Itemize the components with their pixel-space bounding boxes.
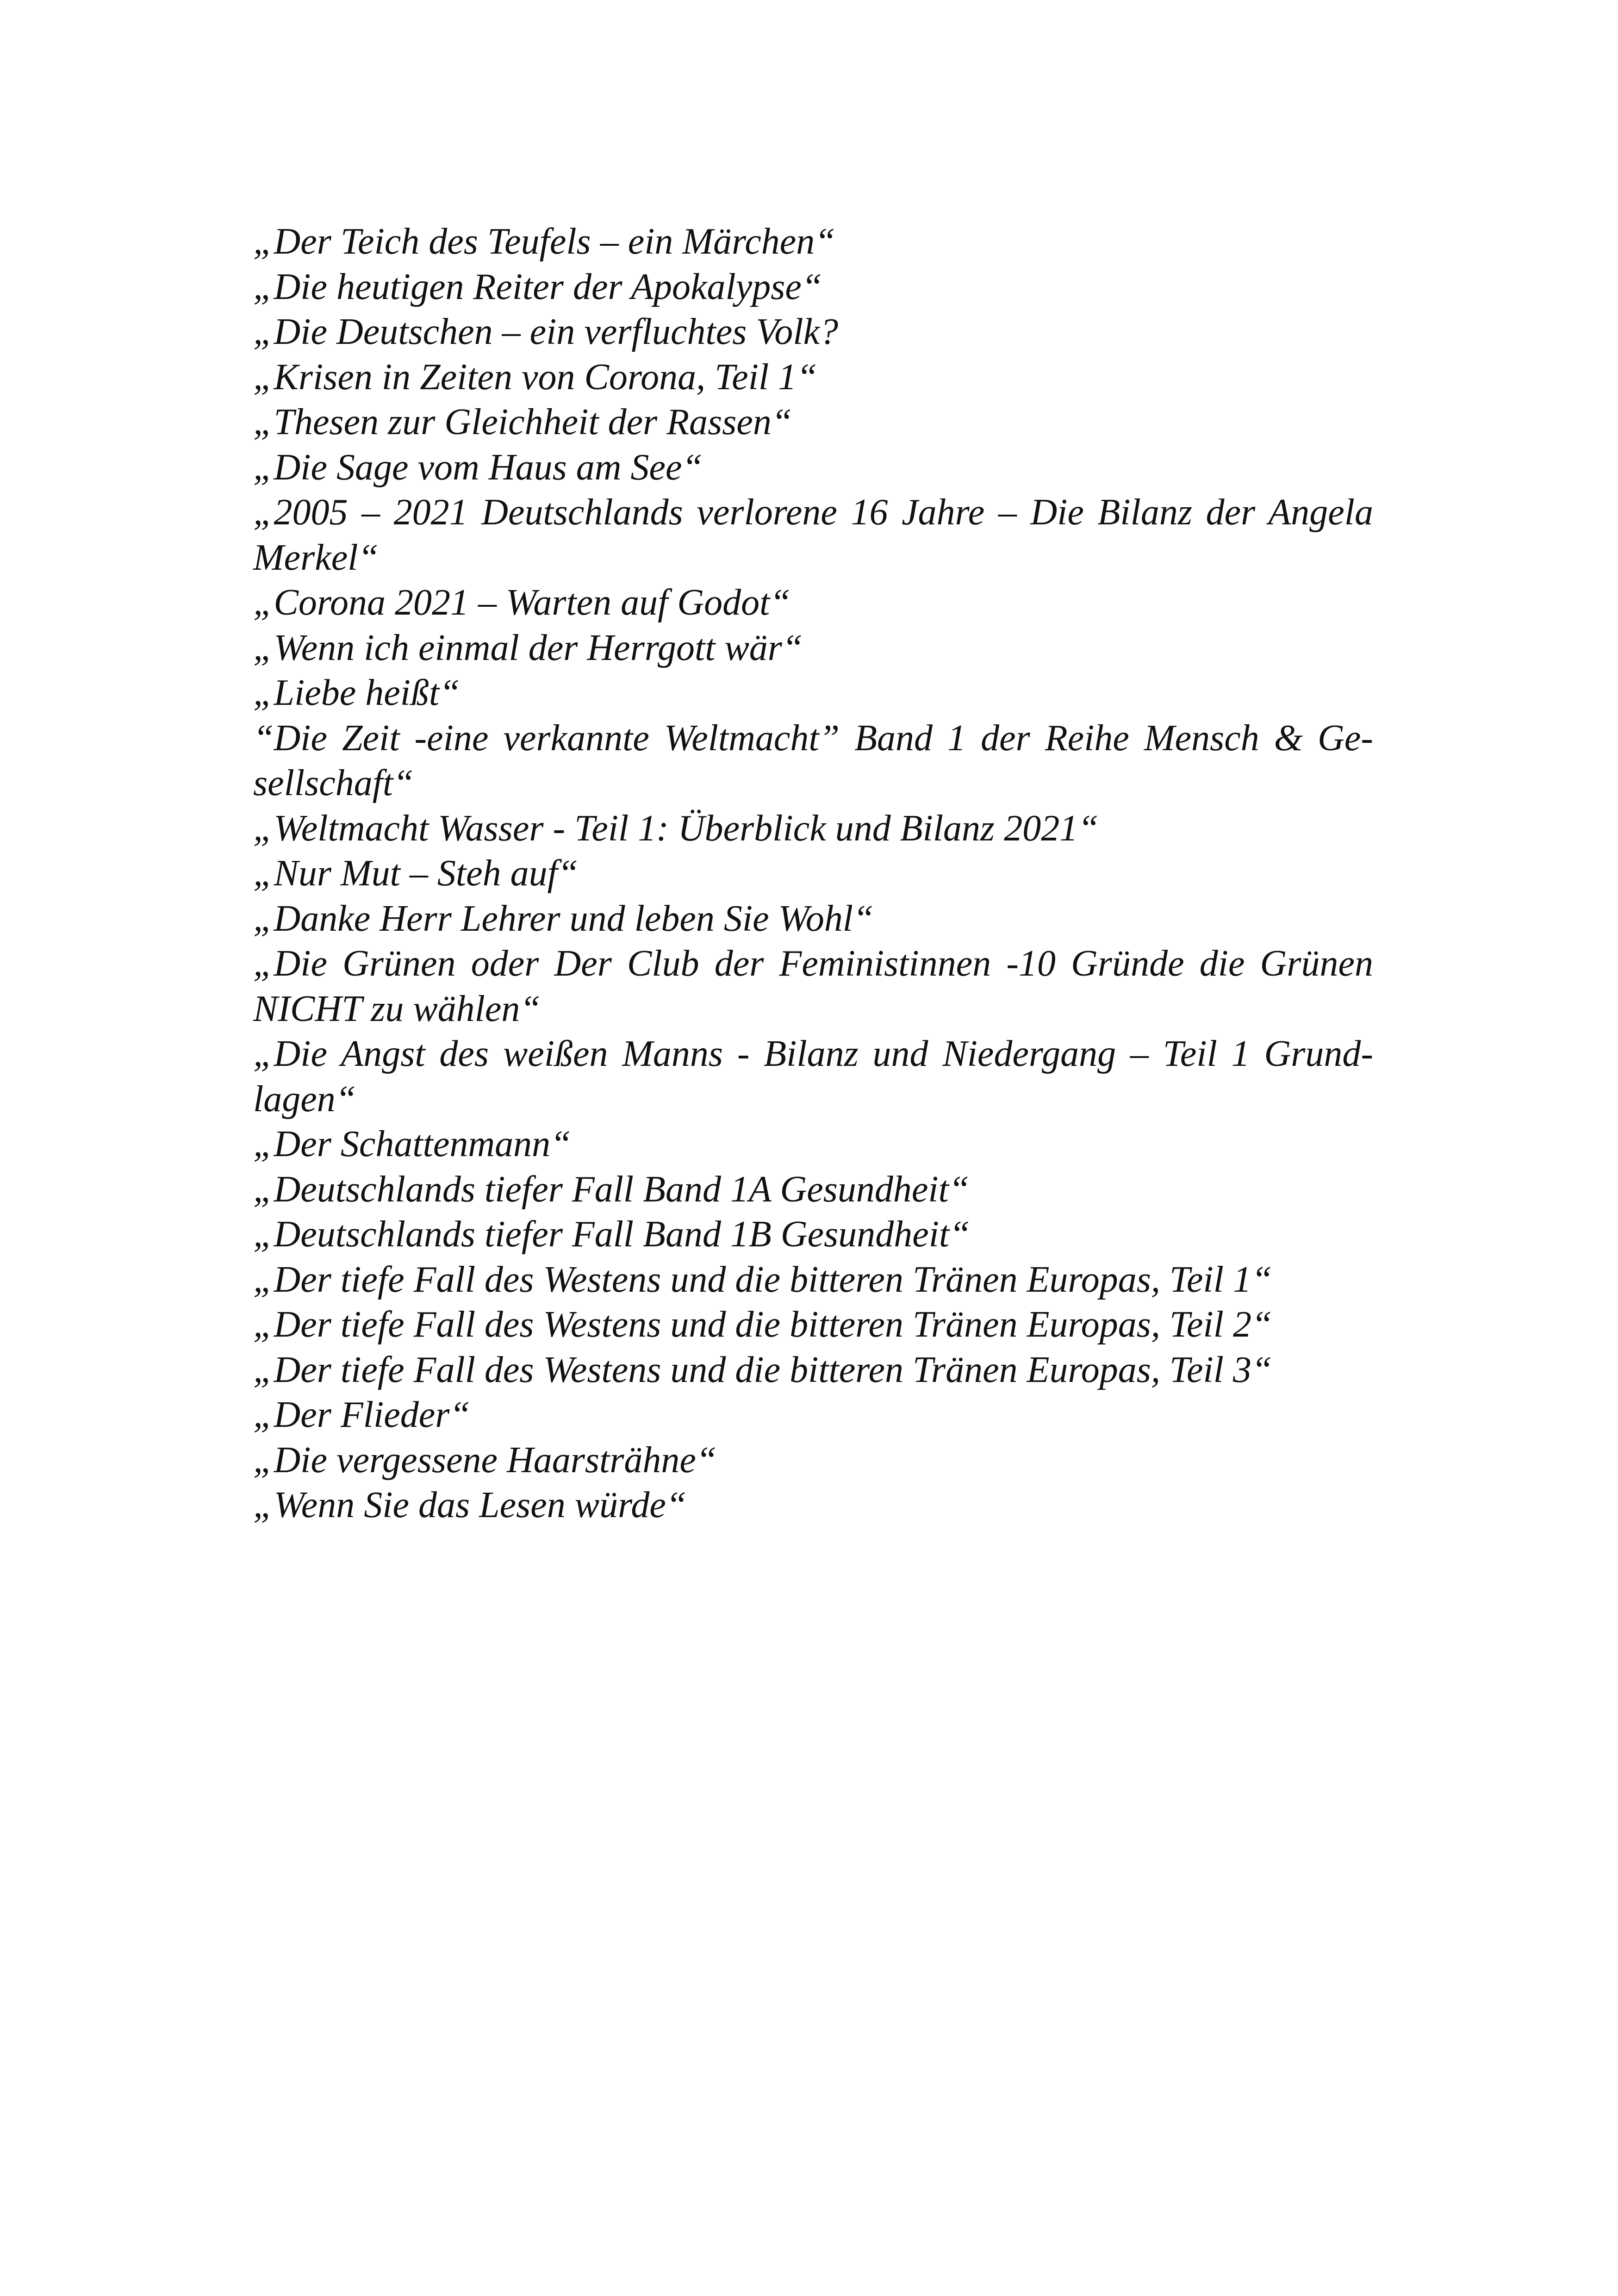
title-line: „Liebe heißt“	[253, 672, 460, 713]
title-item	[253, 626, 1373, 671]
title-item	[253, 1483, 1373, 1528]
title-item	[253, 1438, 1373, 1483]
title-line: „Wenn ich einmal der Herrgott wär“	[253, 627, 803, 668]
title-line: „Danke Herr Lehrer und leben Sie Wohl“	[253, 898, 874, 939]
title-item	[253, 445, 1373, 491]
title-item	[253, 896, 1373, 942]
title-item	[253, 1257, 1373, 1303]
title-line: „Die vergessene Haarsträhne“	[253, 1439, 717, 1481]
title-item	[253, 806, 1373, 852]
title-item	[253, 490, 1373, 580]
title-line: „Die Grünen oder Der Club der Feministinnen -10 Gründe die Grünen	[253, 943, 1373, 984]
title-item	[253, 265, 1373, 310]
title-line: „Die heutigen Reiter der Apokalypse“	[253, 266, 822, 307]
title-item	[253, 1212, 1373, 1257]
title-item	[253, 1393, 1373, 1438]
title-line: „Die Deutschen – ein verfluchtes Volk?	[253, 311, 839, 352]
title-line: „Der Schattenmann“	[253, 1124, 571, 1164]
title-list	[253, 219, 1373, 1528]
title-line: “Die Zeit -eine verkannte Weltmacht” Band 1 der Reihe Mensch & Ge-	[253, 717, 1373, 759]
title-line: „Der Flieder“	[253, 1394, 470, 1435]
title-line: „Corona 2021 – Warten auf Godot“	[253, 582, 790, 623]
title-line: sellschaft“	[253, 763, 414, 803]
title-line: „Deutschlands tiefer Fall Band 1A Gesundheit“	[253, 1169, 970, 1210]
title-line: NICHT zu wählen“	[253, 988, 541, 1029]
title-item	[253, 310, 1373, 355]
title-line: „Wenn Sie das Lesen würde“	[253, 1485, 687, 1525]
title-line: lagen“	[253, 1078, 356, 1120]
title-line: Merkel“	[253, 537, 379, 578]
title-line: „Krisen in Zeiten von Corona, Teil 1“	[253, 356, 817, 398]
title-item	[253, 219, 1373, 265]
title-line: „Der tiefe Fall des Westens und die bitteren Tränen Europas, Teil 3“	[253, 1349, 1272, 1390]
title-item	[253, 941, 1373, 1032]
title-line: „Der Teich des Teufels – ein Märchen“	[253, 221, 835, 262]
title-item	[253, 671, 1373, 716]
title-item	[253, 1167, 1373, 1213]
title-line: „Der tiefe Fall des Westens und die bitteren Tränen Europas, Teil 2“	[253, 1304, 1272, 1345]
title-line: „Nur Mut – Steh auf“	[253, 853, 579, 894]
title-item	[253, 355, 1373, 400]
title-line: „Die Angst des weißen Manns - Bilanz und Niedergang – Teil 1 Grund-	[253, 1033, 1373, 1074]
title-line: „Weltmacht Wasser - Teil 1: Überblick und Bilanz 2021“	[253, 808, 1099, 849]
title-line: „Der tiefe Fall des Westens und die bitteren Tränen Europas, Teil 1“	[253, 1259, 1272, 1300]
title-item	[253, 580, 1373, 626]
title-line: „Thesen zur Gleichheit der Rassen“	[253, 402, 792, 442]
title-line: „Deutschlands tiefer Fall Band 1B Gesundheit“	[253, 1214, 970, 1255]
title-item	[253, 1348, 1373, 1393]
title-item	[253, 1032, 1373, 1122]
title-item	[253, 716, 1373, 806]
title-line: „2005 – 2021 Deutschlands verlorene 16 Jahre – Die Bilanz der Angela	[253, 492, 1373, 533]
title-item	[253, 1302, 1373, 1348]
title-item	[253, 851, 1373, 896]
title-line: „Die Sage vom Haus am See“	[253, 447, 703, 488]
title-item	[253, 400, 1373, 445]
title-item	[253, 1122, 1373, 1167]
